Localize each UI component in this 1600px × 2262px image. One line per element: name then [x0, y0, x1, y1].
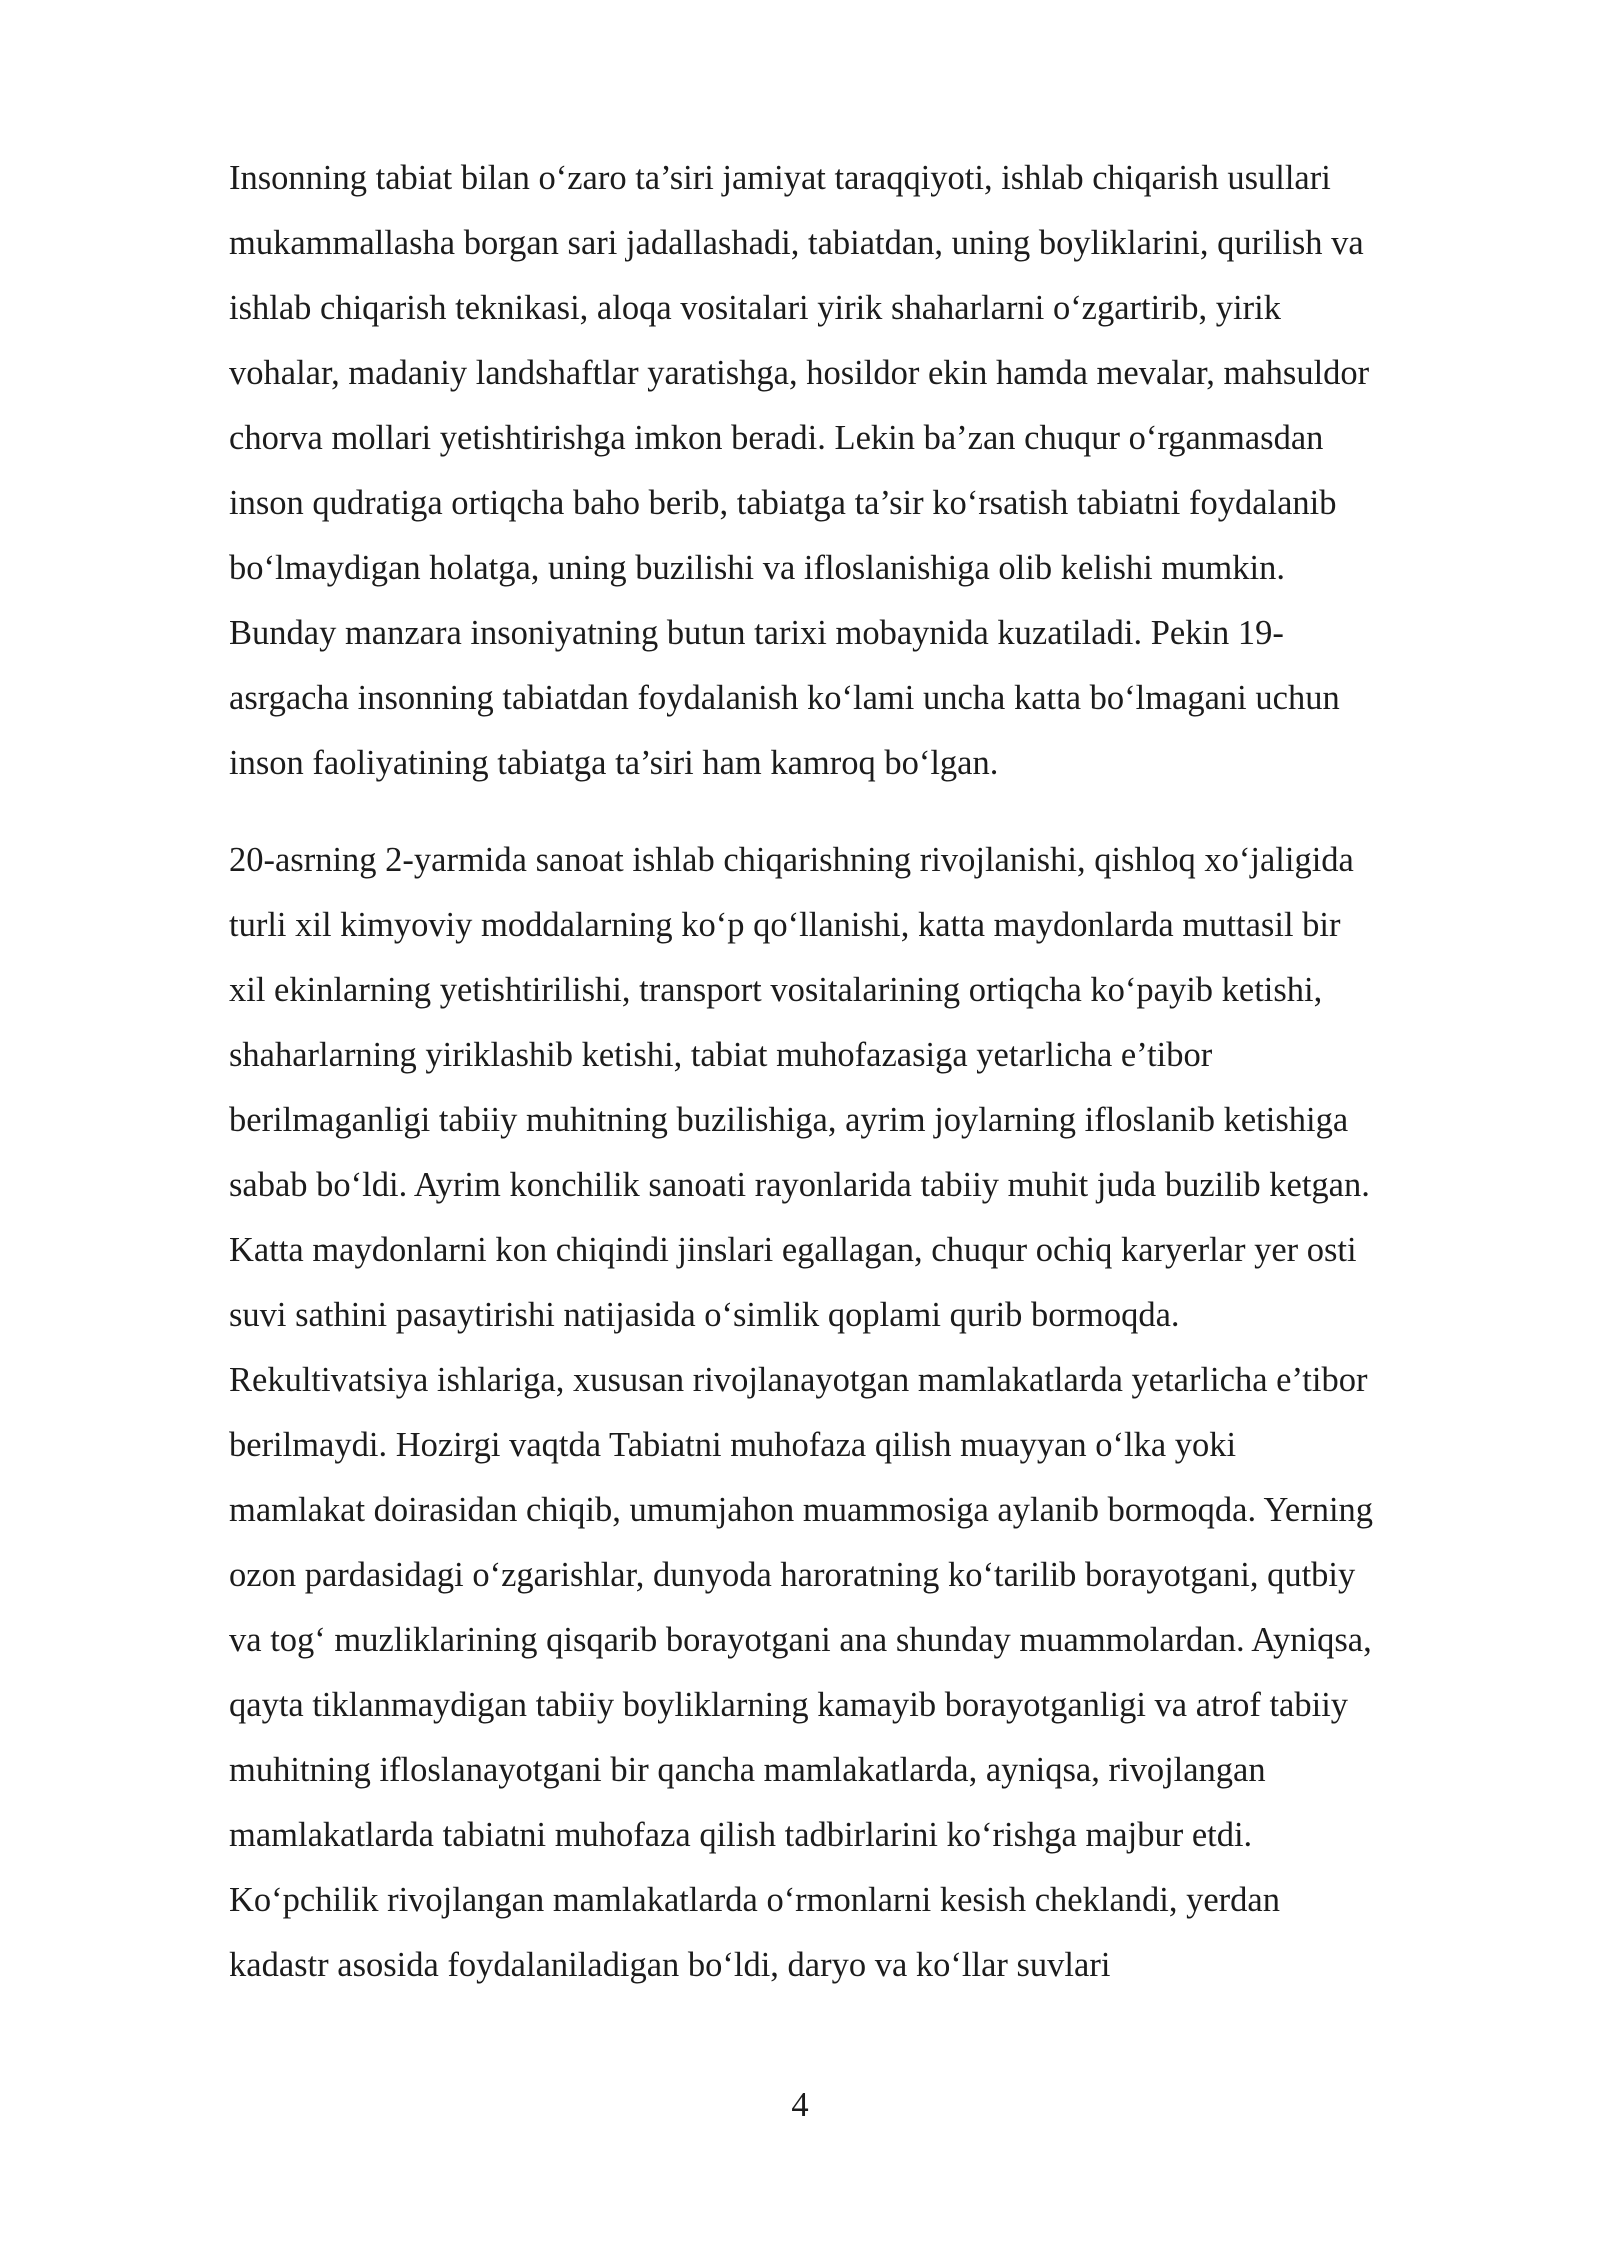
text-line: turli xil kimyoviy moddalarning ko‘p qo‘llanishi, katta maydonlarda muttasil bir [229, 906, 1341, 944]
body-text [229, 146, 1499, 1998]
text-line: 20-asrning 2-yarmida sanoat ishlab chiqarishning rivojlanishi, qishloq xo‘jaligida [229, 841, 1354, 879]
text-line: inson faoliyatining tabiatga ta’siri ham kamroq bo‘lgan. [229, 744, 999, 782]
text-line: shaharlarning yiriklashib ketishi, tabiat muhofazasiga yetarlicha e’tibor [229, 1036, 1213, 1074]
text-line: kadastr asosida foydalaniladigan bo‘ldi, daryo va ko‘llar suvlari [229, 1946, 1111, 1984]
text-line: xil ekinlarning yetishtirilishi, transport vositalarining ortiqcha ko‘payib ketishi, [229, 971, 1323, 1009]
paragraph-2 [229, 828, 1499, 1998]
text-line: va tog‘ muzliklarining qisqarib borayotgani ana shunday muammolardan. Ayniqsa, [229, 1621, 1372, 1659]
text-line: chorva mollari yetishtirishga imkon beradi. Lekin ba’zan chuqur o‘rganmasdan [229, 419, 1324, 457]
text-line: mukammallasha borgan sari jadallashadi, tabiatdan, uning boyliklarini, qurilish va [229, 224, 1364, 262]
text-line: Katta maydonlarni kon chiqindi jinslari egallagan, chuqur ochiq karyerlar yer osti [229, 1231, 1357, 1269]
text-line: inson qudratiga ortiqcha baho berib, tabiatga ta’sir ko‘rsatish tabiatni foydalanib [229, 484, 1337, 522]
paragraph-1 [229, 146, 1499, 796]
text-line: suvi sathini pasaytirishi natijasida o‘simlik qoplami qurib bormoqda. [229, 1296, 1180, 1334]
text-line: qayta tiklanmaydigan tabiiy boyliklarning kamayib borayotganligi va atrof tabiiy [229, 1686, 1349, 1724]
text-line: vohalar, madaniy landshaftlar yaratishga, hosildor ekin hamda mevalar, mahsuldor [229, 354, 1370, 392]
text-line: sabab bo‘ldi. Ayrim konchilik sanoati rayonlarida tabiiy muhit juda buzilib ketgan. [229, 1166, 1370, 1204]
text-line: mamlakat doirasidan chiqib, umumjahon muammosiga aylanib bormoqda. Yerning [229, 1491, 1374, 1529]
text-line: asrgacha insonning tabiatdan foydalanish ko‘lami uncha katta bo‘lmagani uchun [229, 679, 1340, 717]
text-line: Rekultivatsiya ishlariga, xususan rivojlanayotgan mamlakatlarda yetarlicha e’tibor [229, 1361, 1368, 1399]
text-line: bo‘lmaydigan holatga, uning buzilishi va ifloslanishiga olib kelishi mumkin. [229, 549, 1285, 587]
text-line: Insonning tabiat bilan o‘zaro ta’siri jamiyat taraqqiyoti, ishlab chiqarish usullari [229, 159, 1331, 197]
text-line: Ko‘pchilik rivojlangan mamlakatlarda o‘rmonlarni kesish cheklandi, yerdan [229, 1881, 1280, 1919]
text-line: muhitning ifloslanayotgani bir qancha mamlakatlarda, ayniqsa, rivojlangan [229, 1751, 1266, 1789]
text-line: ozon pardasidagi o‘zgarishlar, dunyoda haroratning ko‘tarilib borayotgani, qutbiy [229, 1556, 1356, 1594]
text-line: berilmaganligi tabiiy muhitning buzilishiga, ayrim joylarning ifloslanib ketishiga [229, 1101, 1349, 1139]
page-number: 4 [791, 2086, 809, 2124]
text-line: berilmaydi. Hozirgi vaqtda Tabiatni muhofaza qilish muayyan o‘lka yoki [229, 1426, 1237, 1464]
text-line: mamlakatlarda tabiatni muhofaza qilish tadbirlarini ko‘rishga majbur etdi. [229, 1816, 1253, 1854]
text-line: ishlab chiqarish teknikasi, aloqa vositalari yirik shaharlarni o‘zgartirib, yirik [229, 289, 1281, 327]
text-line: Bunday manzara insoniyatning butun tarixi mobaynida kuzatiladi. Pekin 19- [229, 614, 1284, 652]
